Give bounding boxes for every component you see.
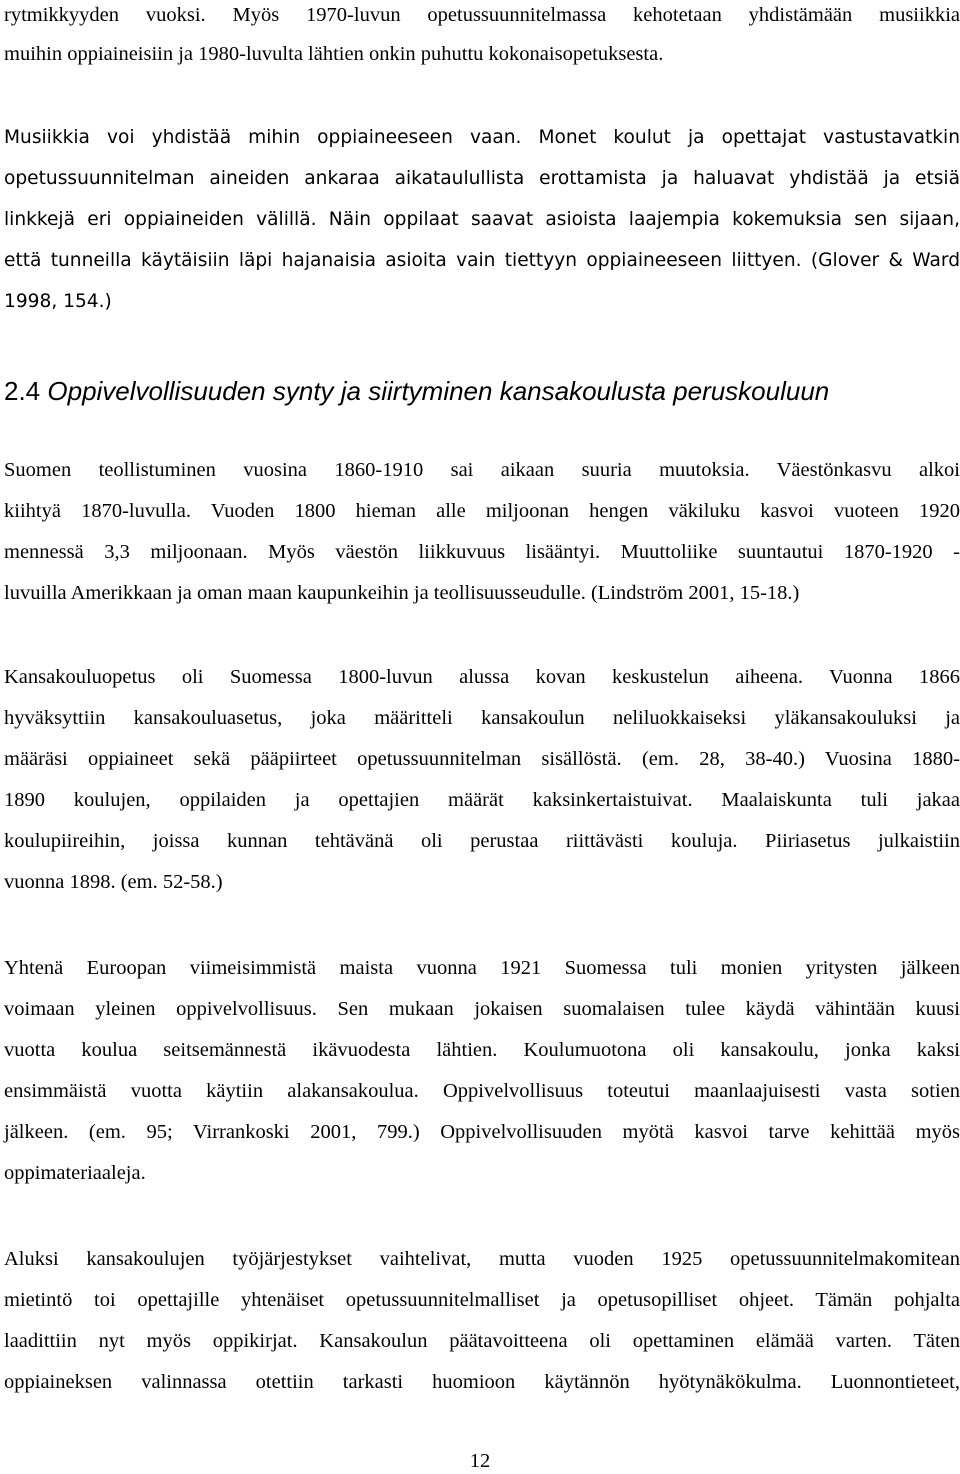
section-paragraph-2-line-5: koulupiireihin, joissa kunnan tehtävänä oli perustaa riittävästi kouluja. Piiriasetus julkaistiin — [4, 830, 960, 852]
section-paragraph-3-line-6: oppimateriaaleja. — [4, 1162, 146, 1184]
paragraph-2-line-5: 1998, 154.) — [4, 291, 112, 312]
section-paragraph-1-line-2: kiihtyä 1870-luvulla. Vuoden 1800 hieman alle miljoonan hengen väkiluku kasvoi vuoteen 1920 — [4, 500, 960, 522]
section-paragraph-2-line-6: vuonna 1898. (em. 52-58.) — [4, 871, 223, 893]
section-paragraph-4-line-2: mietintö toi opettajille yhtenäiset opetussuunnitelmalliset ja opetusopilliset ohjeet. Tämän pohjalta — [4, 1289, 960, 1311]
paragraph-2-line-3: linkkejä eri oppiaineiden välillä. Näin oppilaat saavat asioista laajempia kokemuksia sen sijaan, — [4, 209, 960, 230]
section-paragraph-1-line-3: mennessä 3,3 miljoonaan. Myös väestön liikkuvuus lisääntyi. Muuttoliike suuntautui 1870-1920 - — [4, 541, 960, 563]
paragraph-1-line-2: muihin oppiaineisiin ja 1980-luvulta lähtien onkin puhuttu kokonaisopetuksesta. — [4, 43, 664, 65]
section-paragraph-3-line-3: vuotta koulua seitsemännestä ikävuodesta lähtien. Koulumuotona oli kansakoulu, jonka kaksi — [4, 1039, 960, 1061]
section-number: 2.4 — [4, 376, 41, 406]
paragraph-2-line-1: Musiikkia voi yhdistää mihin oppiaineeseen vaan. Monet koulut ja opettajat vastustavatkin — [4, 127, 960, 148]
section-paragraph-3-line-5: jälkeen. (em. 95; Virrankoski 2001, 799.) Oppivelvollisuuden myötä kasvoi tarve kehittää myös — [4, 1121, 960, 1143]
section-paragraph-2-line-1: Kansakouluopetus oli Suomessa 1800-luvun alussa kovan keskustelun aiheena. Vuonna 1866 — [4, 666, 960, 688]
paragraph-2-line-2: opetussuunnitelman aineiden ankaraa aikataulullista erottamista ja haluavat yhdistää ja etsiä — [4, 168, 960, 189]
section-paragraph-2-line-3: määräsi oppiaineet sekä pääpiirteet opetussuunnitelman sisällöstä. (em. 28, 38-40.) Vuosina 1880- — [4, 748, 960, 770]
section-paragraph-3-line-4: ensimmäistä vuotta käytiin alakansakoulua. Oppivelvollisuus toteutui maanlaajuisesti vasta sotien — [4, 1080, 960, 1102]
paragraph-2-line-4: että tunneilla käytäisiin läpi hajanaisia asioita vain tiettyyn oppiaineeseen liittyen. (Glover & Ward — [4, 250, 960, 271]
section-paragraph-1-line-1: Suomen teollistuminen vuosina 1860-1910 sai aikaan suuria muutoksia. Väestönkasvu alkoi — [4, 459, 960, 481]
page-number: 12 — [469, 1450, 491, 1472]
section-title: Oppivelvollisuuden synty ja siirtyminen kansakoulusta peruskouluun — [47, 376, 830, 406]
section-paragraph-3-line-1: Yhtenä Euroopan viimeisimmistä maista vuonna 1921 Suomessa tuli monien yritysten jälkeen — [4, 957, 960, 979]
section-paragraph-4-line-4: oppiaineksen valinnassa otettiin tarkasti huomioon käytännön hyötynäkökulma. Luonnontieteet, — [4, 1371, 960, 1393]
section-paragraph-2-line-4: 1890 koulujen, oppilaiden ja opettajien määrät kaksinkertaistuivat. Maalaiskunta tuli jakaa — [4, 789, 960, 811]
section-paragraph-4-line-3: laadittiin nyt myös oppikirjat. Kansakoulun päätavoitteena oli opettaminen elämää varten. Täten — [4, 1330, 960, 1352]
paragraph-1-line-1: rytmikkyyden vuoksi. Myös 1970-luvun opetussuunnitelmassa kehotetaan yhdistämään musiikkia — [4, 4, 960, 26]
section-paragraph-1-line-4: luvuilla Amerikkaan ja oman maan kaupunkeihin ja teollisuusseudulle. (Lindström 2001, 15-18.) — [4, 582, 800, 604]
section-paragraph-4-line-1: Aluksi kansakoulujen työjärjestykset vaihtelivat, mutta vuoden 1925 opetussuunnitelmakomitean — [4, 1248, 960, 1270]
section-paragraph-3-line-2: voimaan yleinen oppivelvollisuus. Sen mukaan jokaisen suomalaisen tulee käydä vähintään kuusi — [4, 998, 960, 1020]
section-heading — [4, 374, 829, 408]
section-paragraph-2-line-2: hyväksyttiin kansakouluasetus, joka määritteli kansakoulun neliluokkaiseksi yläkansakouluksi ja — [4, 707, 960, 729]
